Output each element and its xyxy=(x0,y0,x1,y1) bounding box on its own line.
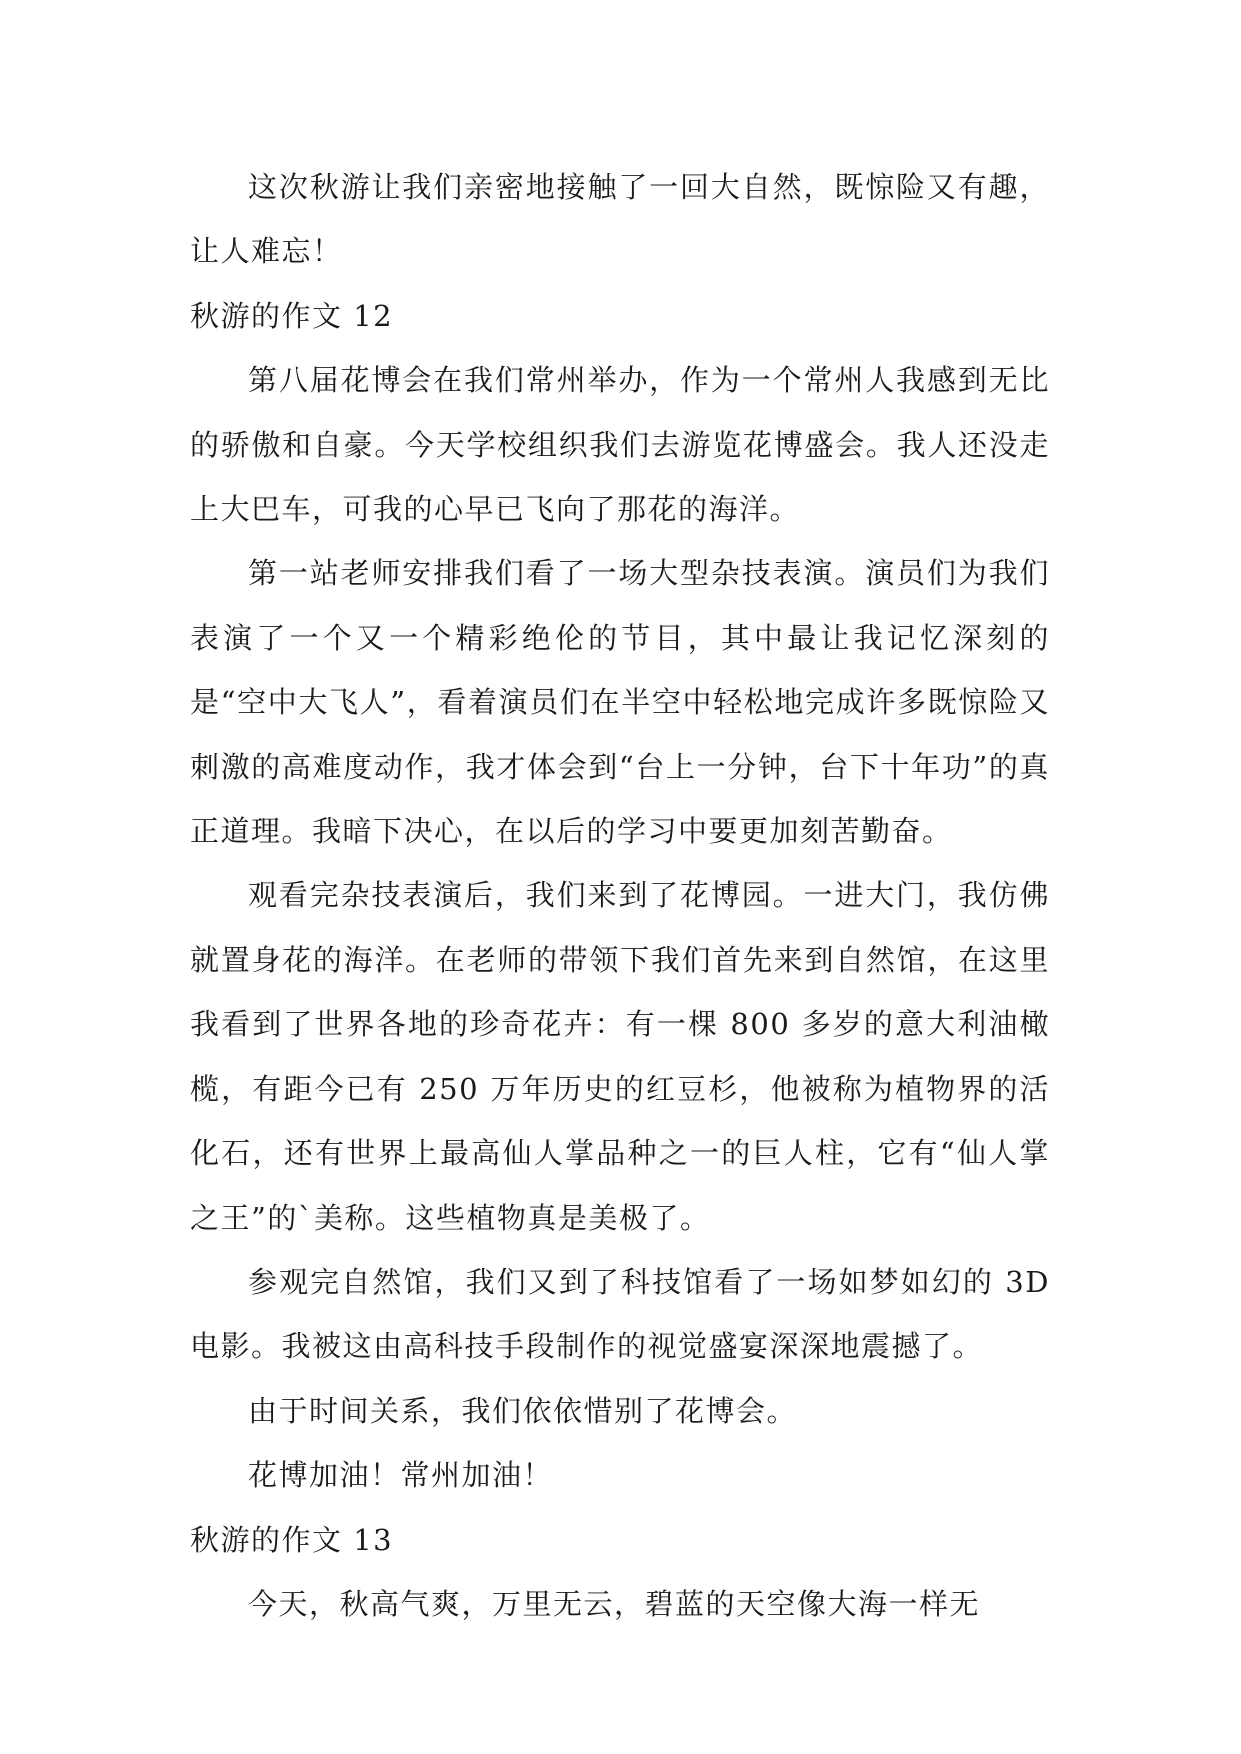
paragraph: 由于时间关系，我们依依惜别了花博会。 xyxy=(248,1393,798,1428)
paragraph: 参观完自然馆，我们又到了科技馆看了一场如梦如幻的 3D 电影。我被这由高科技手段制作的视觉盛宴深深地震撼了。 xyxy=(190,1264,1050,1364)
paragraph: 观看完杂技表演后，我们来到了花博园。一进大门，我仿佛就置身花的海洋。在老师的带领下我们首先来到自然馆，在这里我看到了世界各地的珍奇花卉：有一棵 800 多岁的意大利油橄榄，有距今已有 250 万年历史的红豆杉，他被称为植物界的活化石，还有世界上最高仙人掌品种之一的巨人柱，它有“仙人掌之王”的`美称。这些植物真是美极了。 xyxy=(190,878,1050,1235)
section-heading: 秋游的作文 13 xyxy=(190,1522,394,1557)
section-heading: 秋游的作文 12 xyxy=(190,298,394,333)
paragraph: 第一站老师安排我们看了一场大型杂技表演。演员们为我们表演了一个又一个精彩绝伦的节目，其中最让我记忆深刻的是“空中大飞人”，看着演员们在半空中轻松地完成许多既惊险又刺激的高难度动作，我才体会到“台上一分钟，台下十年功”的真正道理。我暗下决心，在以后的学习中要更加刻苦勤奋。 xyxy=(190,556,1050,849)
paragraph: 第八届花博会在我们常州举办，作为一个常州人我感到无比的骄傲和自豪。今天学校组织我们去游览花博盛会。我人还没走上大巴车，可我的心早已飞向了那花的海洋。 xyxy=(190,363,1050,527)
document-body xyxy=(190,155,1050,1636)
paragraph: 今天，秋高气爽，万里无云，碧蓝的天空像大海一样无 xyxy=(248,1586,981,1621)
paragraph: 花博加油！常州加油！ xyxy=(248,1458,554,1493)
paragraph: 这次秋游让我们亲密地接触了一回大自然，既惊险又有趣，让人难忘！ xyxy=(190,170,1050,269)
